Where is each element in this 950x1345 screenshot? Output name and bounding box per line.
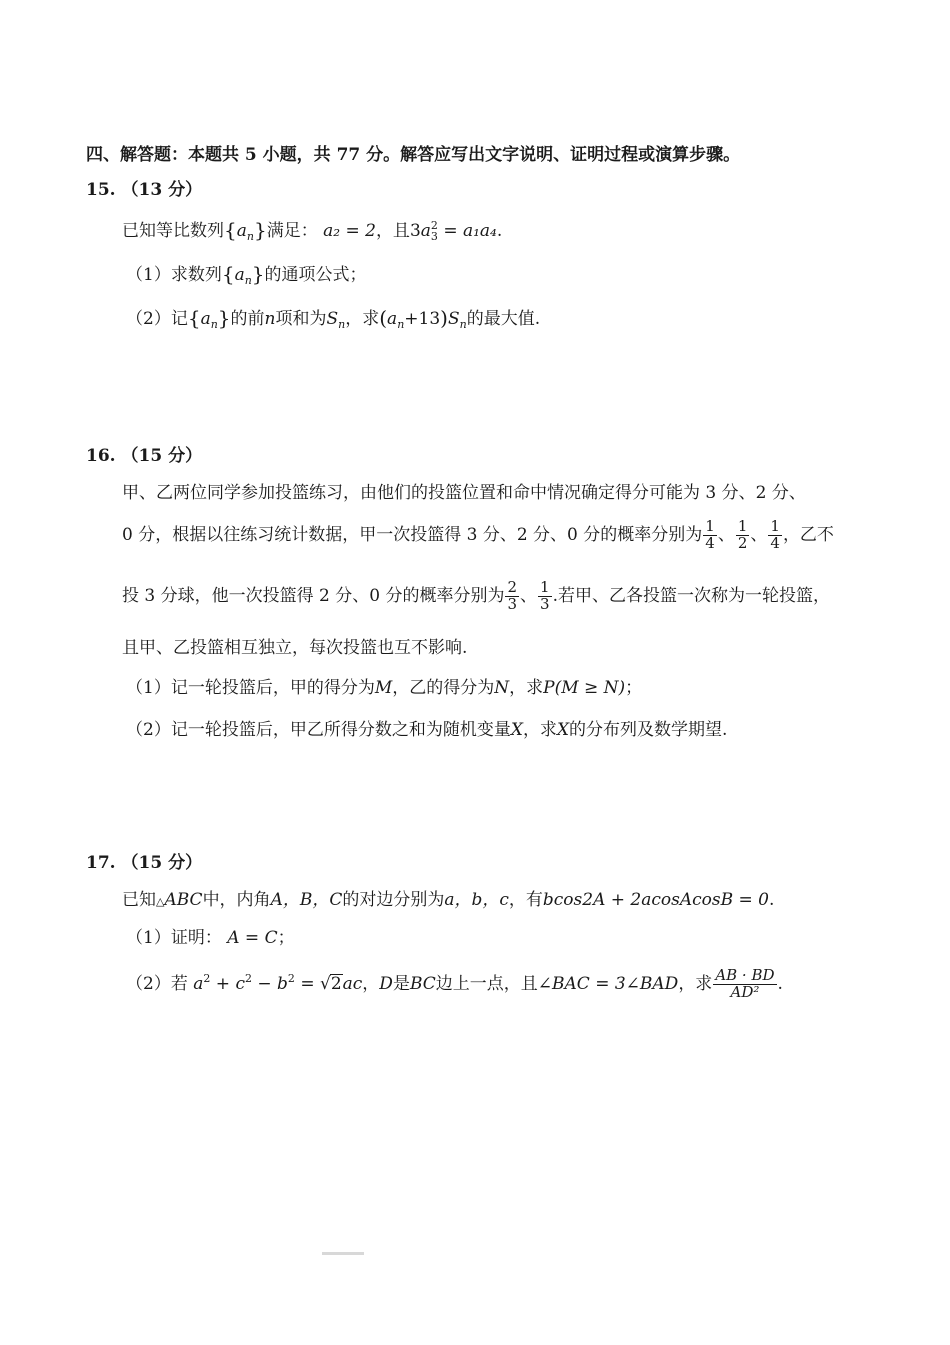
q17-number: 17. [86, 853, 116, 873]
q17-p2-eq-rhs-b: ac [342, 973, 363, 994]
q16-line3-b: .若甲、乙各投篮一次称为一轮投篮， [552, 585, 830, 606]
q17-stem-end: . [768, 890, 775, 910]
q16-p1-text-d: ； [625, 678, 643, 698]
q16-p1-M: M [374, 678, 393, 698]
q16-p1-N: N [494, 678, 510, 698]
q16-p2-X: X [510, 720, 523, 740]
q17-p1-end: ； [277, 928, 295, 948]
q16-number: 16. [86, 446, 116, 466]
q17-heading [86, 853, 202, 873]
q16-frac-a2: $\frac{1}{2}$ [737, 517, 748, 552]
q17-p2-text-e: ，求 [678, 973, 713, 994]
section-header: 四、解答题：本题共 5 小题，共 77 分。解答应写出文字说明、证明过程或演算步骤。 [86, 145, 741, 165]
q17-triangle-symbol: △ [156, 895, 165, 908]
q15-number: 15. [86, 180, 116, 200]
q15-cond2-coef: 3 [409, 221, 421, 241]
q17-angles: A，B，C [270, 890, 343, 910]
q17-p1-text: 证明： [170, 928, 222, 948]
q15-p1-label: （1） [126, 265, 171, 285]
q15-seq-index: n [246, 230, 254, 243]
q16-line3-a: 投 3 分球，他一次投篮得 2 分、0 分的概率分别为 [122, 585, 505, 606]
q16-line4: 且甲、乙投篮相互独立，每次投篮也互不影响. [122, 638, 468, 658]
q17-p1-label: （1） [126, 928, 171, 948]
q15-p2-text-c: 项和为 [275, 309, 327, 329]
q17-p2-D: D [379, 973, 393, 994]
q16-p1-label: （1） [126, 678, 171, 698]
q16-p1-text-c: ，求 [509, 678, 544, 698]
q16-part2 [126, 720, 727, 740]
q17-stem-d: ，有 [508, 890, 543, 910]
q16-frac-b1: $\frac{2}{3}$ [507, 578, 518, 613]
q15-p1-text-a: 求数列 [170, 265, 222, 285]
q15-stem-and: ，且 [375, 221, 410, 241]
q17-p2-BC: BC [409, 973, 436, 994]
q15-p2-text-e: 的最大值. [466, 309, 541, 329]
q15-p2-text-d: ，求 [345, 309, 380, 329]
q15-part1: （1）求数列$\{a_n\}$的通项公式； [126, 262, 367, 287]
q16-line1: 甲、乙两位同学参加投篮练习，由他们的投篮位置和命中情况确定得分可能为 3 分、2 分、 [122, 483, 806, 503]
q16-p2-text-a: 记一轮投篮后，甲乙所得分数之和为随机变量 [170, 720, 511, 740]
q16-p1-text-a: 记一轮投篮后，甲的得分为 [170, 678, 375, 698]
q17-sides: a，b，c [444, 890, 509, 910]
q16-p2-label: （2） [126, 720, 171, 740]
q17-part2: （2）若 $a^2 + c^2 - b^2 = √2ac$，D是BC边上一点，且∠BAC = 3∠BAD，求 $\frac{AB \cdot BD}{\text{AD²}}$ . [126, 966, 783, 1001]
q15-part2: （2）记$\{a_n\}$的前n项和为$S_n$，求$(a_n+13)S_n$的最大值. [126, 306, 541, 331]
q15-heading [86, 180, 202, 200]
q16-heading [86, 446, 202, 466]
q17-stem [122, 890, 774, 910]
q16-line2-b: ，乙不 [782, 524, 834, 545]
q17-p2-frac: $\frac{AB \cdot BD}{\text{AD²}}$ [715, 966, 775, 1001]
q16-line2: 0 分，根据以往练习统计数据，甲一次投篮得 3 分、2 分、0 分的概率分别为 $\frac{1}{4}$ 、 $\frac{1}{2}$ 、 $\frac{1}{4}$ ，乙不 [122, 517, 834, 552]
q16-p1-prob: P(M ≥ N) [543, 678, 626, 698]
q17-p2-text-d: 边上一点，且 [435, 973, 538, 994]
q15-cond1: a₂ = 2 [323, 221, 376, 241]
q17-p2-label: （2） [126, 973, 171, 994]
q16-line2-a: 0 分，根据以往练习统计数据，甲一次投篮得 3 分、2 分、0 分的概率分别为 [122, 524, 703, 545]
q17-part1 [126, 928, 295, 948]
q17-p2-text-a: 若 [170, 973, 188, 994]
q15-stem-mid: 满足： [266, 221, 318, 241]
q16-p2-X2: X [556, 720, 570, 740]
q15-p2-label: （2） [126, 309, 171, 329]
q17-p2-text-c: 是 [392, 973, 410, 994]
q16-p2-text-b: ，求 [522, 720, 557, 740]
q15-stem-prefix: 已知等比数列 [122, 221, 224, 241]
q16-points: （15 分） [121, 446, 203, 466]
q15-p1-text-b: 的通项公式； [264, 265, 367, 285]
faint-mark [322, 1252, 364, 1255]
q15-p2-expr-plus: +13 [404, 309, 441, 329]
q17-p2-eq-rhs-a: = √ [300, 973, 331, 994]
q15-stem: 已知等比数列$\{a_n\}$满足： a₂ = 2，且$3a^2_3 = a_1a_4$. [122, 218, 503, 243]
q16-part1 [126, 678, 642, 698]
q17-abc: ABC [164, 890, 203, 910]
q17-p2-sqrt-arg: 2 [330, 973, 342, 994]
q17-points: （15 分） [121, 853, 203, 873]
q17-p2-text-b: ， [362, 973, 380, 994]
q17-p1-expr: A = C [227, 928, 278, 948]
q15-points: （13 分） [121, 180, 203, 200]
q15-p2-text-a: 记 [170, 309, 188, 329]
q17-equation: bcos2A + 2acosAcosB = 0 [542, 890, 769, 910]
q17-stem-c: 的对边分别为 [342, 890, 445, 910]
q15-stem-end: . [496, 221, 503, 241]
q17-stem-a: 已知 [122, 890, 156, 910]
q15-p2-n: n [264, 309, 276, 329]
q16-frac-a3: $\frac{1}{4}$ [770, 517, 780, 552]
q17-stem-b: 中，内角 [202, 890, 271, 910]
q17-p2-angle: ∠BAC = 3∠BAD [537, 973, 679, 994]
q17-p2-end: . [777, 973, 783, 994]
q15-p2-text-b: 的前 [230, 309, 265, 329]
q16-frac-b2: $\frac{1}{3}$ [540, 578, 550, 613]
q16-p2-text-c: 的分布列及数学期望. [569, 720, 728, 740]
q16-frac-a1: $\frac{1}{4}$ [705, 517, 715, 552]
q15-seq-name: a [236, 221, 247, 241]
q16-p1-text-b: ，乙的得分为 [392, 678, 495, 698]
q15-cond2-rhs: = a₁a₄ [443, 221, 497, 241]
q16-line3: 投 3 分球，他一次投篮得 2 分、0 分的概率分别为 $\frac{2}{3}$ 、 $\frac{1}{3}$ .若甲、乙各投篮一次称为一轮投篮， [122, 578, 830, 613]
